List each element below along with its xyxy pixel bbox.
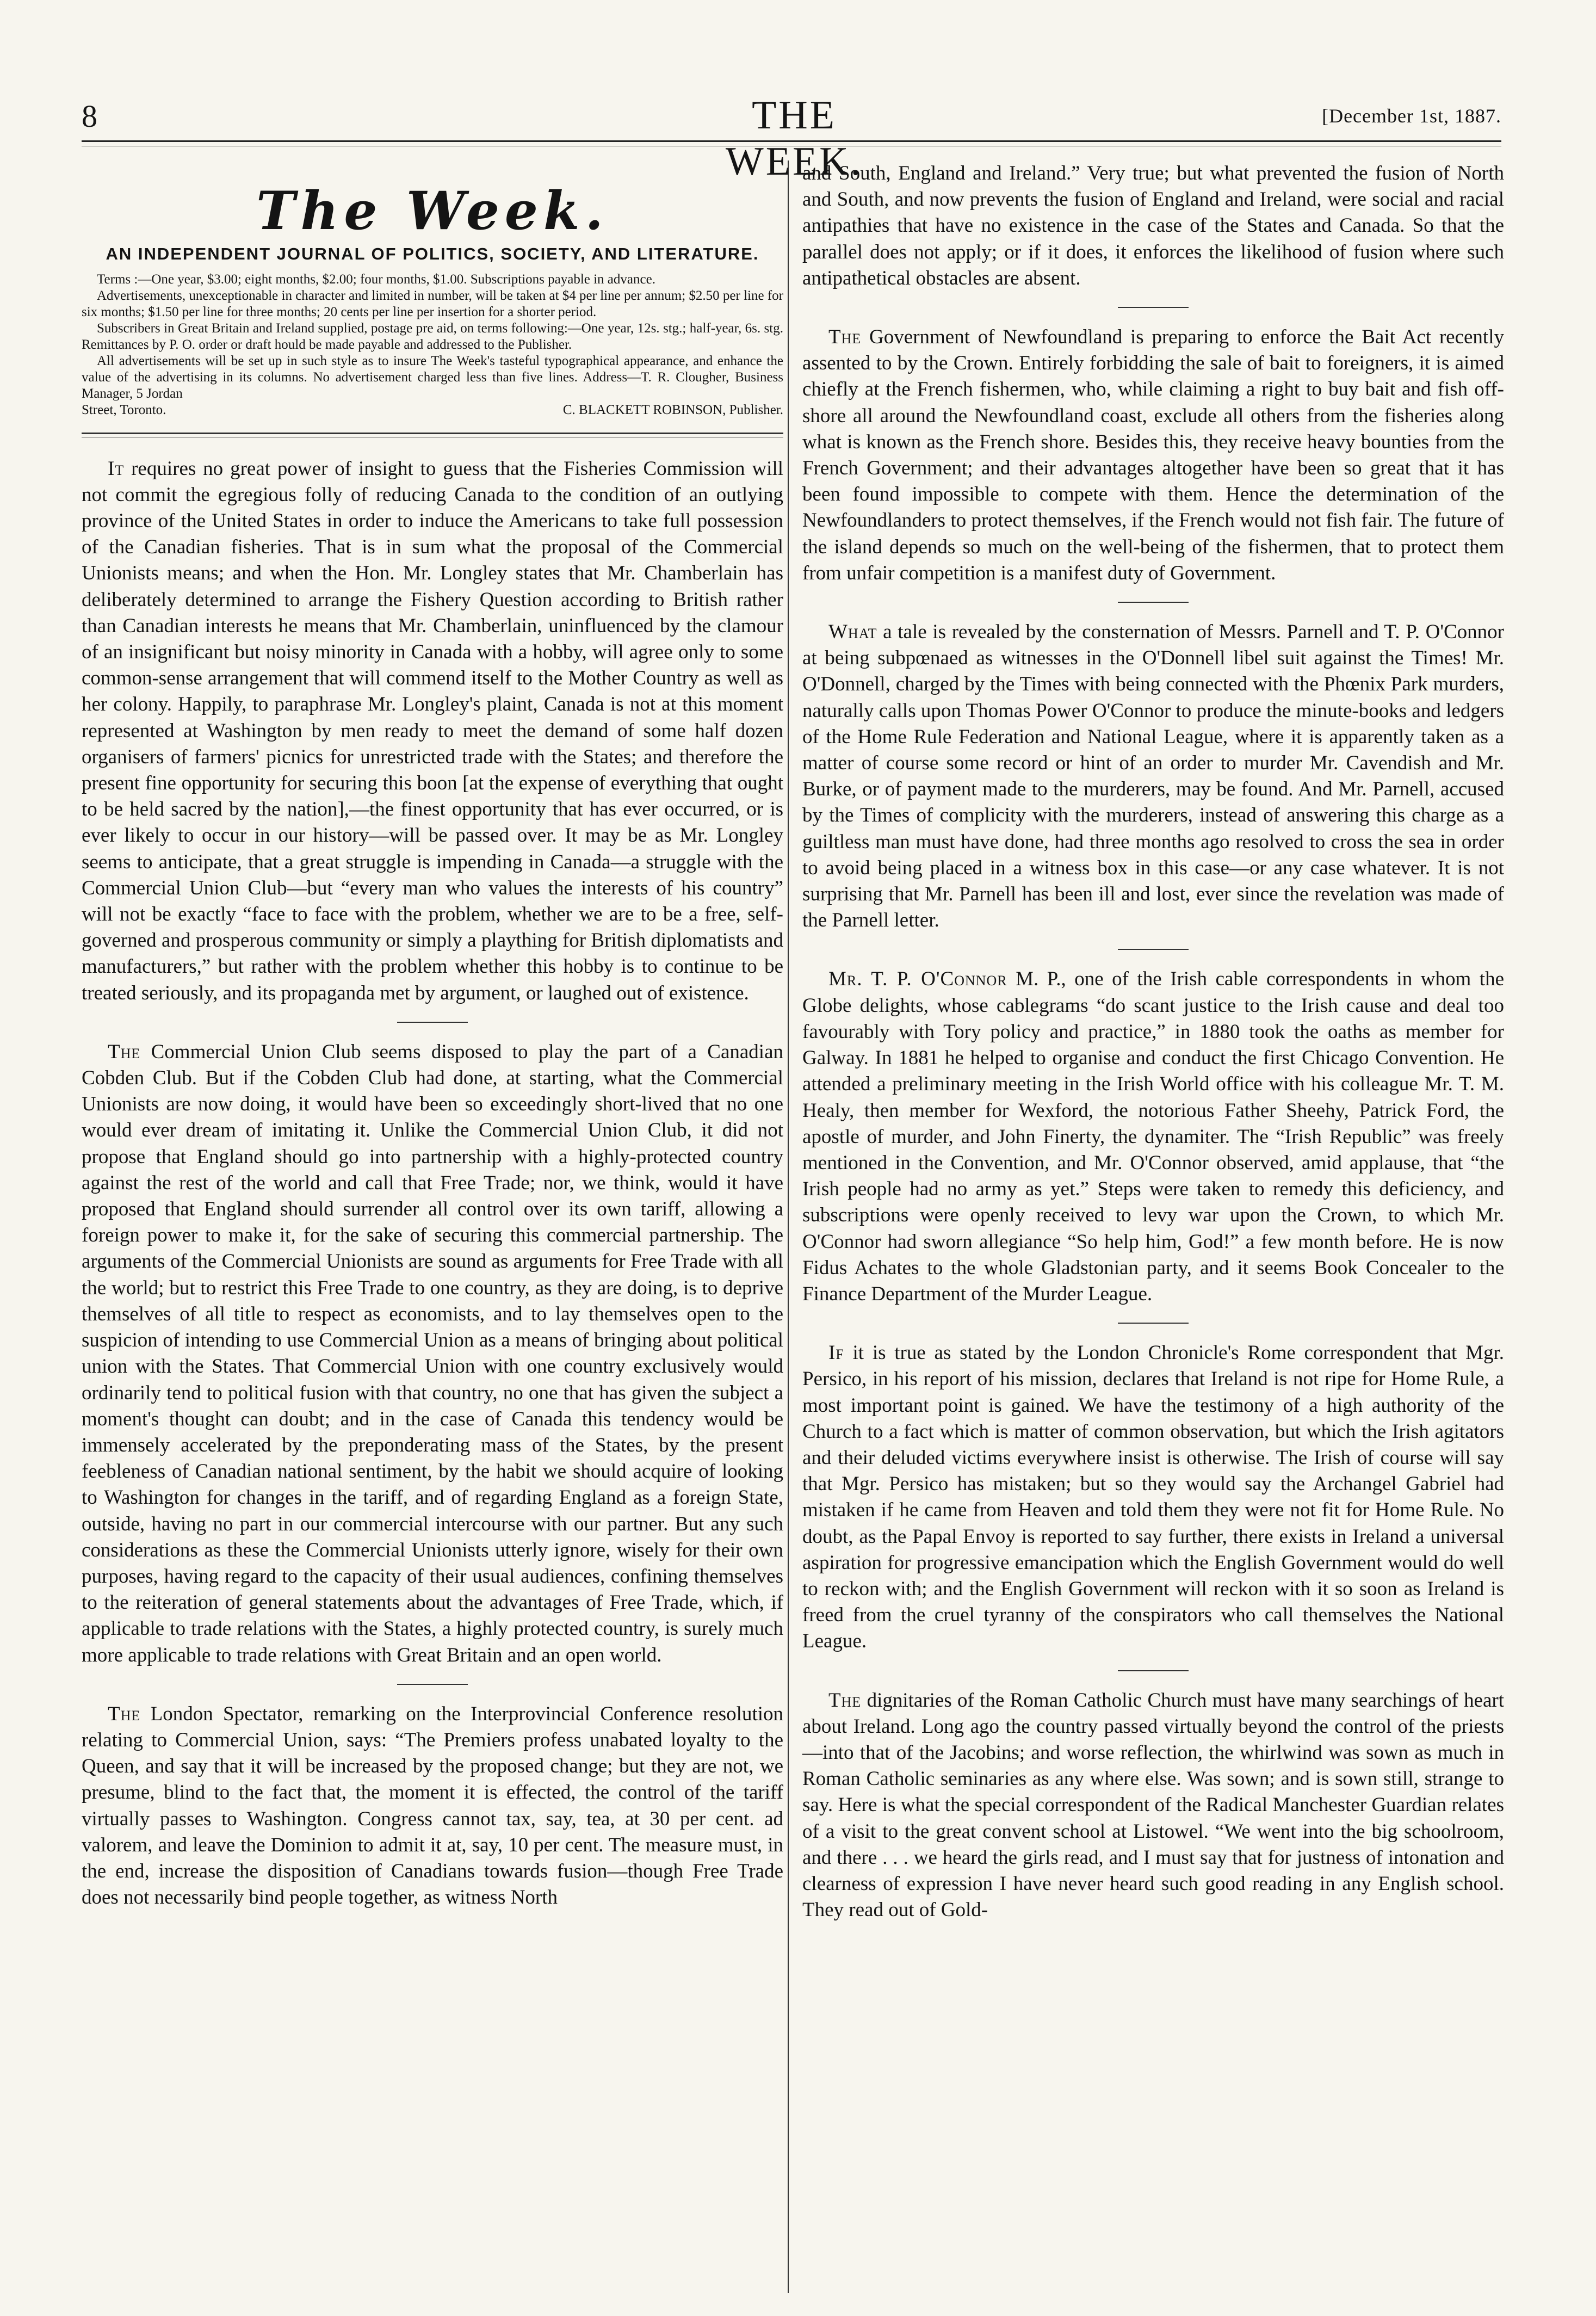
article-separator <box>1118 602 1189 603</box>
article-lead: If <box>828 1342 844 1364</box>
article-separator <box>1118 1323 1189 1324</box>
article-paragraph <box>802 1340 1504 1654</box>
article-paragraph <box>802 324 1504 586</box>
article-text: it is true as stated by the London Chronicle's Rome correspondent that Mgr. Persico, in his report of his mission, declares that Ireland is not ripe for Home Rule, a most important point is gained. We have the testimony of a high authority of the Church to a fact which is matter of common observation, but which the Irish agitators and their deluded victims everywhere insist is otherwise. The Irish of course will say that Mgr. Persico has mistaken; but so they would say the Archangel Gabriel had mistaken if he came from Heaven and told them they were not fit for Home Rule. No doubt, as the Papal Envoy is reported to say further, there exists in Ireland a universal aspiration for progressive emancipation which the English Government would do well to reckon with; and the English Government will reckon with it so soon as Ireland is freed from the cruel tyranny of the conspirators who call themselves the National League. <box>802 1342 1504 1653</box>
subscribers-text: Subscribers in Great Britain and Ireland supplied, postage pre aid, on terms following:—One year, 12s. stg.; half-year, 6s. stg. Remittances by P. O. order or draft hould be made payable and addressed to the Publisher. <box>82 320 783 352</box>
article-separator <box>1118 949 1189 950</box>
page-number: 8 <box>82 98 97 134</box>
article-lead: Mr. T. P. O'Connor <box>828 968 1007 991</box>
article-paragraph <box>802 619 1504 934</box>
left-articles <box>82 456 783 1911</box>
address-street: Street, Toronto. <box>82 402 166 417</box>
article-text: and South, England and Ireland.” Very true; but what prevented the fusion of North and South, and now prevents the fusion of England and Ireland, were social and racial antipathies that have no existence in the case of the States and Canada. So that the parallel does not apply; or if it does, it enforces the likelihood of fusion where such antipathetical obstacles are absent. <box>802 162 1504 289</box>
article-text: requires no great power of insight to guess that the Fisheries Commission will not commit the egregious folly of reducing Canada to the condition of an outlying province of the United States in order to induce the Americans to take full possession of the Canadian fisheries. That is in sum what the proposal of the Commercial Unionists means; and when the Hon. Mr. Longley states that Mr. Chamberlain has deliberately determined to arrange the Fishery Question according to British rather than Canadian interests he means that Mr. Chamberlain, uninfluenced by the clamour of an insignificant but noisy minority in Canada with a hobby, will agree only to some common-sense arrangement that will commend itself to the Mother Country as well as her colony. Happily, to paraphrase Mr. Longley's plaint, Canada is not at this moment represented at Washington by men ready to meet the demand of some half dozen organisers of farmers' picnics for unrestricted trade with the States; and therefore the present fine opportunity for securing this boon [at the expense of everything that ought to be held sacred by the nation],—the finest opportunity that has ever occurred, or is ever likely to occur in our history—will be passed over. It may be as Mr. Longley seems to anticipate, that a great struggle is impending in Canada—a struggle with the Commercial Union Club—but “every man who values the interests of his country” will not be exactly “face to face with the problem, whether we are to be a free, self-governed and prosperous community or simply a plaything for British diplomatists and manufacturers,” but rather with the problem whether this hobby is to continue to be treated seriously, and its propaganda met by argument, or laughed out of existence. <box>82 457 784 1004</box>
article-text: Government of Newfoundland is preparing to enforce the Bait Act recently assented to by the Crown. Entirely forbidding the sale of bait to foreigners, it is aimed chiefly at the French fishermen, who, while claiming a right to buy bait and fish off-shore all around the Newfoundland coast, exclude all others from the fisheries along what is known as the French shore. Besides this, they receive heavy bounties from the French Government; and their advantages altogether have been so great that it has been found impossible to compete with them. Hence the determination of the Newfoundlanders to protect themselves, if the French would not fish fair. The future of the island depends so much on the well-being of the fishermen, that to protect them from unfair competition is a manifest duty of Government. <box>802 326 1504 584</box>
article-lead: The <box>828 1689 862 1712</box>
article-paragraph <box>802 160 1504 292</box>
column-divider <box>788 160 789 2293</box>
article-lead: The <box>108 1040 141 1063</box>
article-text: London Spectator, remarking on the Interprovincial Conference resolution relating to Commercial Union, says: “The Premiers profess unabated loyalty to the Queen, and say that it will be increased by the proposed change; but they are not, we presume, blind to the fact that, the moment it is effected, the control of the tariff virtually passes to Washington. Congress cannot tax, say, tea, at 30 per cent. ad valorem, and leave the Dominion to admit it at, say, 10 per cent. The measure must, in the end, increase the disposition of Canadians towards fusion—though Free Trade does not necessarily bind people together, as witness North <box>82 1702 784 1909</box>
article-paragraph <box>82 456 783 1006</box>
article-paragraph <box>82 1039 783 1669</box>
right-articles <box>802 160 1504 1923</box>
advertisements-text: Advertisements, unexceptionable in character and limited in number, will be taken at $4 per line per annum; $2.50 per line for six months; $1.50 per line for three months; 20 cents per line per insertion for a shorter period. <box>82 288 783 319</box>
article-lead: What <box>828 621 877 644</box>
article-separator <box>1118 1670 1189 1671</box>
article-lead: The <box>108 1702 141 1725</box>
article-lead: It <box>108 457 125 480</box>
subscription-terms <box>82 271 783 418</box>
article-paragraph <box>82 1701 783 1911</box>
terms-text: Terms :—One year, $3.00; eight months, $2.00; four months, $1.00. Subscriptions payable in advance. <box>97 271 655 287</box>
article-lead: The <box>828 326 862 349</box>
publisher-name: C. BLACKETT ROBINSON, Publisher. <box>562 402 783 417</box>
article-text: a tale is revealed by the consternation of Messrs. Parnell and T. P. O'Connor at being subpœnaed as witnesses in the O'Donnell libel suit against the Times! Mr. O'Donnell, charged by the Times with being connected with the Phœnix Park murders, naturally calls upon Thomas Power O'Connor to produce the minute-books and ledgers of the Home Rule Federation and National League, where it is apparently taken as a matter of course some record or hint of an order to murder Mr. Cavendish and Mr. Burke, or of payment made to the murderers, may be found. And Mr. Parnell, accused by the Times of complicity with the murderers, instead of answering this charge as a guiltless man must have done, had three months ago resolved to cross the sea in order to avoid being placed in a witness box in this case—or any case whatever. It is not surprising that Mr. Parnell has been ill and lost, ever since the revelation was made of the Parnell letter. <box>802 621 1505 932</box>
left-column <box>82 160 783 1911</box>
masthead-rule <box>82 433 783 437</box>
article-separator <box>1118 307 1189 308</box>
issue-date: [December 1st, 1887. <box>1322 105 1501 127</box>
article-text: dignitaries of the Roman Catholic Church must have many searchings of heart about Ireland. Long ago the country passed virtually beyond the control of the priests—into that of the Jacobins; and worse reflection, the whirlwind was sown as much in Roman Catholic seminaries as any where else. Was sown; and is sown still, strange to say. Here is what the special correspondent of the Radical Manchester Guardian relates of a visit to the great convent school at Listowel. “We went into the big schoolroom, and there . . . we heard the girls read, and I must say that for justness of intonation and clearness of expression I have never heard such good reading in any English school. They read out of Gold- <box>802 1689 1505 1922</box>
header-rule <box>82 140 1501 142</box>
page-header <box>82 92 1501 184</box>
right-column <box>802 160 1504 1923</box>
masthead-title: The Week. <box>256 180 609 242</box>
article-separator <box>397 1684 468 1685</box>
article-paragraph <box>802 966 1504 1307</box>
ads-note-text: All advertisements will be set up in such style as to insure The Week's tasteful typographical appearance, and enhance the value of the advertising in its columns. No advertisement charged less than five lines. Address—T. R. Clougher, Business Manager, 5 Jordan <box>82 353 783 401</box>
article-separator <box>397 1022 468 1023</box>
article-paragraph <box>802 1688 1504 1924</box>
article-text: M. P., one of the Irish cable correspondents in whom the Globe delights, whose cablegrams “do scant justice to the Irish cause and deal too favourably with Tory policy and practice,” in 1880 took the oaths as member for Galway. In 1881 he helped to organise and conduct the first Chicago Convention. He attended a preliminary meeting in the Irish World office with his colleague Mr. T. M. Healy, then member for Wexford, the notorious Father Sheehy, Patrick Ford, the apostle of murder, and John Finerty, the dynamiter. The “Irish Republic” was freely mentioned in the Convention, and Mr. O'Connor observed, amid applause, that “the Irish people had no army as yet.” Steps were taken to remedy this deficiency, and subscriptions were openly received to levy war upon the Crown, to which Mr. O'Connor had sworn allegiance “So help him, God!” a few month before. He is now Fidus Achates to the whole Gladstonian party, and it seems Book Concealer to the Finance Department of the Murder League. <box>802 968 1504 1305</box>
publisher-address <box>82 402 783 418</box>
masthead-subtitle: AN INDEPENDENT JOURNAL OF POLITICS, SOCIETY, AND LITERATURE. <box>106 244 759 263</box>
masthead <box>82 182 783 264</box>
paper-name: THE WEEK. <box>725 93 863 184</box>
article-text: Commercial Union Club seems disposed to play the part of a Canadian Cobden Club. But if the Cobden Club had done, at starting, what the Commercial Unionists are now doing, it would have been so exceedingly short-lived that no one would ever dream of imitating it. Unlike the Commercial Union Club, it did not propose that England should go into partnership with a highly-protected country against the rest of the world and call that Free Trade; nor, we think, would it have proposed that England should surrender all control over its own tariff, allowing a foreign power to make it, for the sake of securing this commercial partnership. The arguments of the Commercial Unionists are sound as arguments for Free Trade with all the world; but to restrict this Free Trade to one country, as they are doing, is to deprive themselves of all title to respect as economists, and to lay themselves open to the suspicion of intending to use Commercial Union as a means of bringing about political union with the States. That Commercial Union with one country exclusively would ordinarily tend to political fusion with that country, no one that has given the subject a moment's thought can doubt; and in the case of Canada this tendency would be immensely accelerated by the preponderating mass of the States, by the present feebleness of Canadian national sentiment, by the habit we should acquire of looking to Washington for changes in the tariff, and of regarding England as a foreign State, outside, having no part in our commercial intercourse with our partner. But any such considerations as these the Commercial Unionists utterly ignore, wisely for their own purposes, having regard to the capacity of their usual audiences, confining themselves to the reiteration of general statements about the advantages of Free Trade, which, if applicable to trade relations with the States, a highly protected country, is surely much more applicable to trade relations with Great Britain and an open world. <box>82 1040 783 1666</box>
